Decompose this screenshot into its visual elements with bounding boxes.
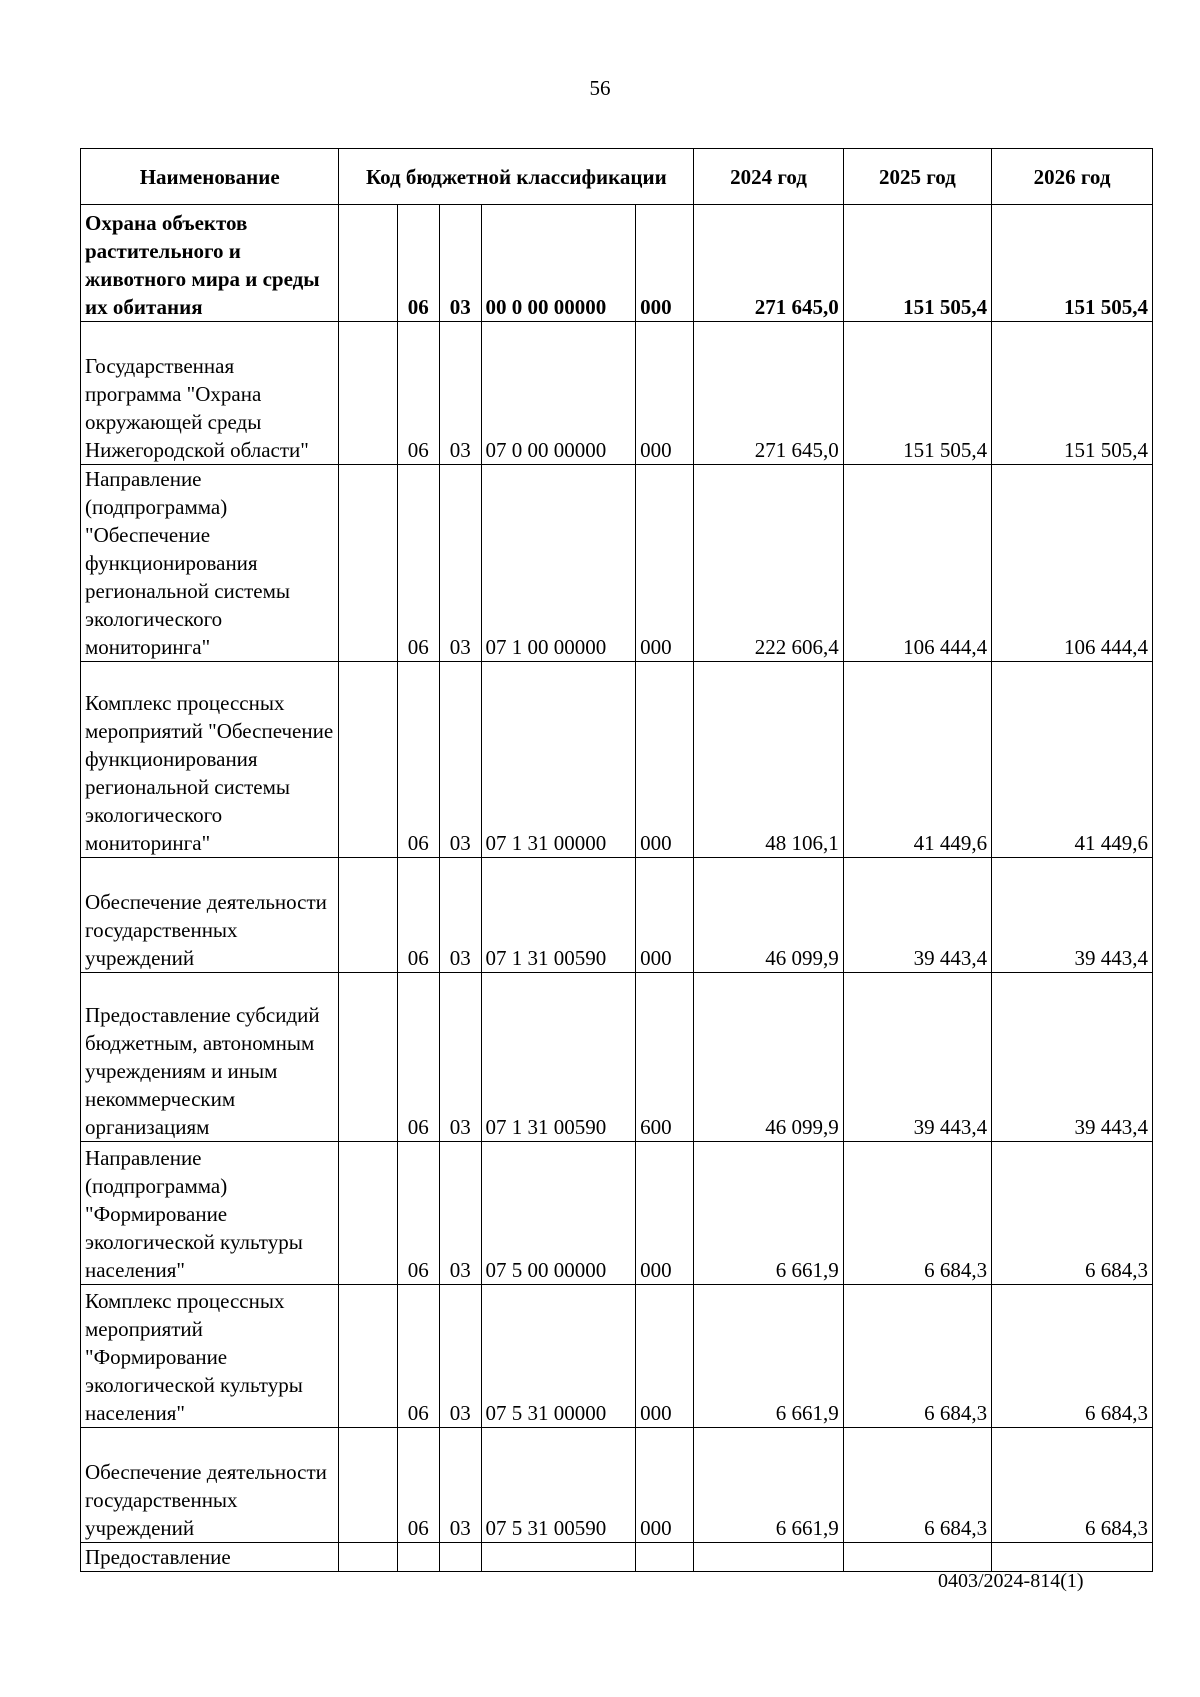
table-header-row <box>81 149 1153 205</box>
row-code-subsection: 03 <box>440 205 482 322</box>
row-value-2025 <box>843 1543 991 1572</box>
row-code-section: 06 <box>397 1428 440 1543</box>
row-code-expense-type: 000 <box>636 858 694 973</box>
row-empty <box>339 1285 397 1428</box>
row-code-subsection: 03 <box>440 1285 482 1428</box>
header-2024: 2024 год <box>694 149 843 205</box>
row-value-2024: 271 645,0 <box>694 322 843 465</box>
row-value-2025: 6 684,3 <box>843 1142 991 1285</box>
row-code-section: 06 <box>397 858 440 973</box>
row-value-2025: 41 449,6 <box>843 662 991 858</box>
row-code-target: 07 1 31 00590 <box>481 973 636 1142</box>
row-code-expense-type: 000 <box>636 1142 694 1285</box>
row-code-target: 07 1 31 00000 <box>481 662 636 858</box>
row-code-expense-type <box>636 1543 694 1572</box>
row-code-target: 07 0 00 00000 <box>481 322 636 465</box>
row-name: Обеспечение деятельности государственных учреждений <box>81 1428 339 1543</box>
row-name: Государственная программа "Охрана окружающей среды Нижегородской области" <box>81 322 339 465</box>
row-value-2024: 271 645,0 <box>694 205 843 322</box>
row-code-target: 00 0 00 00000 <box>481 205 636 322</box>
row-value-2026: 6 684,3 <box>992 1285 1153 1428</box>
row-value-2024: 222 606,4 <box>694 465 843 662</box>
row-value-2026: 106 444,4 <box>992 465 1153 662</box>
table-row <box>81 1285 1153 1428</box>
row-value-2024: 46 099,9 <box>694 973 843 1142</box>
row-code-expense-type: 000 <box>636 1428 694 1543</box>
header-2026: 2026 год <box>992 149 1153 205</box>
row-code-target: 07 5 31 00590 <box>481 1428 636 1543</box>
row-name: Обеспечение деятельности государственных учреждений <box>81 858 339 973</box>
row-code-target <box>481 1543 636 1572</box>
row-code-section: 06 <box>397 1285 440 1428</box>
row-code-subsection: 03 <box>440 858 482 973</box>
budget-table <box>80 148 1153 1572</box>
row-code-section: 06 <box>397 465 440 662</box>
header-code: Код бюджетной классификации <box>339 149 694 205</box>
table-row <box>81 205 1153 322</box>
table-row <box>81 858 1153 973</box>
row-code-target: 07 5 00 00000 <box>481 1142 636 1285</box>
table-row <box>81 1543 1153 1572</box>
row-value-2026: 41 449,6 <box>992 662 1153 858</box>
row-value-2026: 151 505,4 <box>992 205 1153 322</box>
row-code-expense-type: 000 <box>636 465 694 662</box>
row-value-2026: 39 443,4 <box>992 858 1153 973</box>
row-code-subsection <box>440 1543 482 1572</box>
row-value-2024: 6 661,9 <box>694 1142 843 1285</box>
row-empty <box>339 1428 397 1543</box>
row-code-subsection: 03 <box>440 322 482 465</box>
row-name: Комплекс процессных мероприятий "Обеспечение функционирования региональной системы экологического мониторинга" <box>81 662 339 858</box>
row-code-subsection: 03 <box>440 973 482 1142</box>
row-empty <box>339 1142 397 1285</box>
row-value-2025: 151 505,4 <box>843 322 991 465</box>
row-value-2025: 39 443,4 <box>843 973 991 1142</box>
row-empty <box>339 858 397 973</box>
row-value-2024: 48 106,1 <box>694 662 843 858</box>
row-code-expense-type: 000 <box>636 662 694 858</box>
row-name: Предоставление <box>81 1543 339 1572</box>
row-empty <box>339 662 397 858</box>
row-value-2026: 6 684,3 <box>992 1142 1153 1285</box>
header-2025: 2025 год <box>843 149 991 205</box>
row-code-section: 06 <box>397 973 440 1142</box>
header-name: Наименование <box>81 149 339 205</box>
row-name: Предоставление субсидий бюджетным, автономным учреждениям и иным некоммерческим организациям <box>81 973 339 1142</box>
table-row <box>81 1142 1153 1285</box>
page-number: 56 <box>589 76 611 100</box>
row-value-2025: 6 684,3 <box>843 1428 991 1543</box>
row-empty <box>339 1543 397 1572</box>
row-name: Направление (подпрограмма) "Обеспечение функционирования региональной системы экологического мониторинга" <box>81 465 339 662</box>
table-row <box>81 465 1153 662</box>
row-code-subsection: 03 <box>440 1142 482 1285</box>
row-code-section: 06 <box>397 1142 440 1285</box>
row-code-target: 07 1 00 00000 <box>481 465 636 662</box>
row-value-2024: 46 099,9 <box>694 858 843 973</box>
row-code-target: 07 1 31 00590 <box>481 858 636 973</box>
row-empty <box>339 322 397 465</box>
row-name: Охрана объектов растительного и животного мира и среды их обитания <box>81 205 339 322</box>
row-code-section: 06 <box>397 322 440 465</box>
row-empty <box>339 205 397 322</box>
row-code-subsection: 03 <box>440 1428 482 1543</box>
row-value-2026: 6 684,3 <box>992 1428 1153 1543</box>
row-value-2025: 106 444,4 <box>843 465 991 662</box>
row-value-2024: 6 661,9 <box>694 1285 843 1428</box>
row-value-2026: 39 443,4 <box>992 973 1153 1142</box>
row-code-subsection: 03 <box>440 465 482 662</box>
document-id: 0403/2024-814(1) <box>938 1570 1084 1592</box>
table-row <box>81 1428 1153 1543</box>
row-code-expense-type: 000 <box>636 1285 694 1428</box>
row-value-2025: 151 505,4 <box>843 205 991 322</box>
row-code-subsection: 03 <box>440 662 482 858</box>
row-value-2024 <box>694 1543 843 1572</box>
row-value-2024: 6 661,9 <box>694 1428 843 1543</box>
table-row <box>81 662 1153 858</box>
row-code-section <box>397 1543 440 1572</box>
row-code-section: 06 <box>397 205 440 322</box>
row-code-expense-type: 000 <box>636 322 694 465</box>
table-row <box>81 973 1153 1142</box>
row-code-expense-type: 000 <box>636 205 694 322</box>
row-name: Направление (подпрограмма) "Формирование экологической культуры населения" <box>81 1142 339 1285</box>
row-code-expense-type: 600 <box>636 973 694 1142</box>
row-empty <box>339 465 397 662</box>
row-name: Комплекс процессных мероприятий "Формирование экологической культуры населения" <box>81 1285 339 1428</box>
row-code-target: 07 5 31 00000 <box>481 1285 636 1428</box>
row-empty <box>339 973 397 1142</box>
row-value-2025: 39 443,4 <box>843 858 991 973</box>
table-row <box>81 322 1153 465</box>
row-code-section: 06 <box>397 662 440 858</box>
row-value-2026 <box>992 1543 1153 1572</box>
row-value-2025: 6 684,3 <box>843 1285 991 1428</box>
row-value-2026: 151 505,4 <box>992 322 1153 465</box>
